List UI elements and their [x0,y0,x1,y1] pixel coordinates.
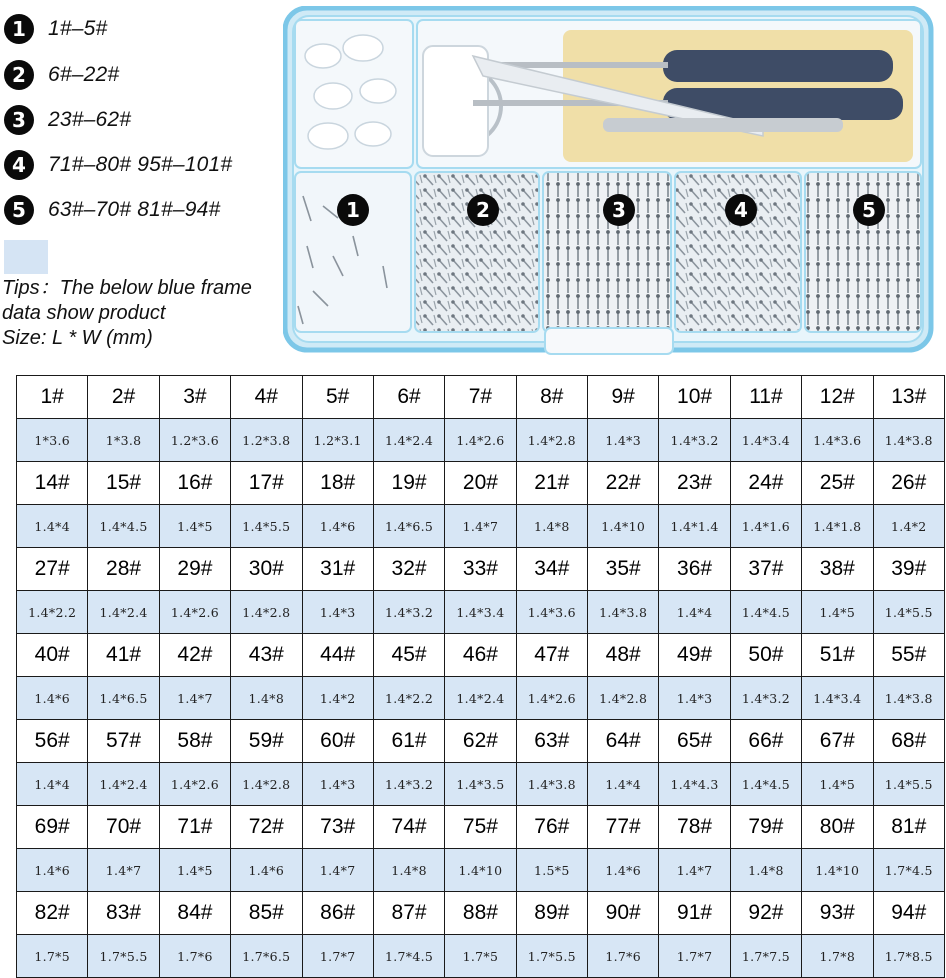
screw-number-cell: 11# [730,376,801,419]
screw-number-cell: 68# [873,720,945,763]
tips-line: data show product [2,302,166,324]
legend-item [4,58,119,92]
screw-number-row [17,462,945,505]
screw-size-cell: 1.4*2.6 [445,419,516,462]
screw-size-cell: 1.7*5 [17,935,88,978]
screw-number-cell: 29# [159,548,230,591]
number-badge: 3 [4,105,34,135]
screw-number-cell: 38# [802,548,873,591]
screw-size-cell: 1.4*8 [231,677,302,720]
blue-swatch [4,240,48,274]
screw-number-cell: 67# [802,720,873,763]
screw-size-cell: 1.4*10 [802,849,873,892]
screw-size-cell: 1.4*2.8 [516,419,587,462]
screw-number-row [17,892,945,935]
screw-size-cell: 1.4*3.2 [373,591,444,634]
screw-size-cell: 1.7*5.5 [88,935,159,978]
legend-item [4,193,220,227]
screw-number-cell: 90# [588,892,659,935]
screw-number-cell: 42# [159,634,230,677]
screw-number-cell: 27# [17,548,88,591]
screw-number-cell: 48# [588,634,659,677]
screw-size-cell: 1.4*2.4 [373,419,444,462]
screw-number-cell: 13# [873,376,945,419]
screw-size-row [17,677,945,720]
screw-number-cell: 64# [588,720,659,763]
screw-number-cell: 94# [873,892,945,935]
screw-number-cell: 66# [730,720,801,763]
screw-number-cell: 88# [445,892,516,935]
screw-number-cell: 16# [159,462,230,505]
screw-size-cell: 1.2*3.1 [302,419,373,462]
screw-number-cell: 36# [659,548,730,591]
screw-size-cell: 1.4*2.2 [17,591,88,634]
screw-number-row [17,720,945,763]
screw-number-cell: 44# [302,634,373,677]
legend-range: 6#–22# [48,63,120,86]
legend-range: 1#–5# [48,17,108,40]
screw-number-cell: 34# [516,548,587,591]
screw-size-cell: 1.4*4.5 [730,591,801,634]
compartment-badge-label: 2 [476,198,490,222]
screw-size-cell: 1.2*3.6 [159,419,230,462]
screw-size-cell: 1.4*2.6 [516,677,587,720]
screw-number-cell: 50# [730,634,801,677]
screw-number-cell: 89# [516,892,587,935]
screw-size-cell: 1.4*5 [159,505,230,548]
legend-range: 63#–70# 81#–94# [48,198,221,221]
screw-size-cell: 1.4*3.2 [659,419,730,462]
screw-number-cell: 91# [659,892,730,935]
legend-item [4,148,232,182]
tips-line: Size: L * W (mm) [2,327,153,349]
screw-size-cell: 1.4*3.8 [873,677,945,720]
screw-size-cell: 1.4*7 [88,849,159,892]
screw-number-cell: 55# [873,634,945,677]
screw-number-cell: 23# [659,462,730,505]
screw-size-cell: 1.4*1.8 [802,505,873,548]
screw-size-cell: 1.4*3 [302,763,373,806]
screw-number-cell: 87# [373,892,444,935]
screw-size-cell: 1.5*5 [516,849,587,892]
screw-size-cell: 1.4*2 [302,677,373,720]
screw-size-cell: 1.4*6.5 [88,677,159,720]
screw-number-cell: 21# [516,462,587,505]
screw-number-cell: 2# [88,376,159,419]
screw-number-cell: 15# [88,462,159,505]
screw-size-cell: 1.4*2 [873,505,945,548]
screw-number-row [17,806,945,849]
screw-size-cell: 1.4*5 [802,763,873,806]
screw-size-cell: 1.2*3.8 [231,419,302,462]
screw-number-cell: 8# [516,376,587,419]
screw-number-cell: 92# [730,892,801,935]
screw-size-cell: 1.4*7 [159,677,230,720]
screw-size-row [17,419,945,462]
screw-size-cell: 1.4*2.4 [88,763,159,806]
screw-size-cell: 1.4*3.8 [873,419,945,462]
screw-size-cell: 1.4*3.6 [516,591,587,634]
screw-number-cell: 12# [802,376,873,419]
screw-size-cell: 1.4*2.4 [445,677,516,720]
screw-size-cell: 1.4*3.6 [802,419,873,462]
screw-number-cell: 60# [302,720,373,763]
screw-size-cell: 1.7*8 [802,935,873,978]
number-badge: 1 [4,14,34,44]
screw-number-cell: 58# [159,720,230,763]
legend [0,0,280,365]
screw-number-cell: 77# [588,806,659,849]
screw-number-cell: 14# [17,462,88,505]
screw-size-row [17,505,945,548]
screw-number-cell: 28# [88,548,159,591]
screw-number-cell: 25# [802,462,873,505]
screw-size-cell: 1.4*2.6 [159,591,230,634]
compartment-3 [543,172,671,332]
screw-size-cell: 1.4*4 [588,763,659,806]
screw-size-cell: 1.4*7 [659,849,730,892]
screw-size-cell: 1.4*7 [445,505,516,548]
screw-number-row [17,376,945,419]
screw-size-cell: 1.4*3.4 [730,419,801,462]
screw-number-cell: 33# [445,548,516,591]
screw-number-cell: 80# [802,806,873,849]
screw-size-cell: 1.4*10 [445,849,516,892]
screw-number-cell: 17# [231,462,302,505]
screw-size-cell: 1.4*8 [516,505,587,548]
screw-size-row [17,849,945,892]
screw-number-cell: 72# [231,806,302,849]
screw-number-cell: 37# [730,548,801,591]
number-badge: 2 [4,60,34,90]
compartment-badge-label: 1 [346,198,360,222]
screw-number-cell: 19# [373,462,444,505]
screw-size-cell: 1.7*7 [302,935,373,978]
screw-size-cell: 1.4*4 [17,505,88,548]
screw-number-cell: 83# [88,892,159,935]
screw-number-cell: 3# [159,376,230,419]
number-badge: 4 [4,150,34,180]
screw-number-cell: 1# [17,376,88,419]
screw-number-cell: 24# [730,462,801,505]
screw-size-cell: 1*3.8 [88,419,159,462]
screw-number-cell: 46# [445,634,516,677]
screw-size-cell: 1.7*5 [445,935,516,978]
screw-number-cell: 47# [516,634,587,677]
screw-number-cell: 5# [302,376,373,419]
screw-number-cell: 43# [231,634,302,677]
screw-number-cell: 75# [445,806,516,849]
screw-size-cell: 1.7*4.5 [373,935,444,978]
screw-size-cell: 1.4*2.4 [88,591,159,634]
screw-size-cell: 1.4*5.5 [873,763,945,806]
screw-number-cell: 63# [516,720,587,763]
screw-kit-box-image [283,6,935,356]
screw-number-cell: 81# [873,806,945,849]
screw-size-cell: 1.4*3.5 [445,763,516,806]
screw-size-cell: 1.4*5 [159,849,230,892]
screw-size-cell: 1.4*2.8 [588,677,659,720]
screw-number-cell: 65# [659,720,730,763]
screw-size-cell: 1.4*8 [730,849,801,892]
screw-size-cell: 1.4*3.4 [802,677,873,720]
screw-size-cell: 1.4*6 [17,677,88,720]
screw-size-cell: 1.7*8.5 [873,935,945,978]
screw-size-row [17,591,945,634]
screw-size-cell: 1.4*4 [17,763,88,806]
screw-number-cell: 73# [302,806,373,849]
screw-number-cell: 79# [730,806,801,849]
compartment-badge-label: 4 [734,198,748,222]
screw-number-cell: 20# [445,462,516,505]
screw-size-cell: 1.7*6.5 [231,935,302,978]
screw-number-cell: 9# [588,376,659,419]
number-badge: 5 [4,195,34,225]
screw-size-cell: 1.4*6 [588,849,659,892]
screw-size-cell: 1.7*5.5 [516,935,587,978]
screw-size-cell: 1.4*2.8 [231,591,302,634]
screw-size-cell: 1.4*6 [17,849,88,892]
screw-number-cell: 85# [231,892,302,935]
screw-number-cell: 56# [17,720,88,763]
screw-size-cell: 1.4*8 [373,849,444,892]
screw-number-cell: 6# [373,376,444,419]
screw-size-cell: 1.7*6 [588,935,659,978]
screw-number-cell: 70# [88,806,159,849]
screw-number-cell: 7# [445,376,516,419]
screw-number-cell: 49# [659,634,730,677]
screw-number-cell: 39# [873,548,945,591]
screw-number-cell: 86# [302,892,373,935]
compartment-badge-label: 3 [612,198,626,222]
screw-size-row [17,763,945,806]
screw-size-cell: 1.4*6 [302,505,373,548]
screw-size-cell: 1.4*3 [302,591,373,634]
screw-number-cell: 41# [88,634,159,677]
screw-size-cell: 1.4*3.4 [445,591,516,634]
screw-number-cell: 4# [231,376,302,419]
screw-number-cell: 93# [802,892,873,935]
screw-number-cell: 26# [873,462,945,505]
screw-size-cell: 1.4*5.5 [873,591,945,634]
compartment-badge-label: 5 [862,198,876,222]
screw-size-cell: 1.4*3.8 [516,763,587,806]
screw-size-cell: 1.4*4.5 [88,505,159,548]
screw-size-cell: 1.7*7 [659,935,730,978]
screw-number-cell: 76# [516,806,587,849]
screw-size-cell: 1.4*2.8 [231,763,302,806]
screw-number-cell: 35# [588,548,659,591]
screw-size-cell: 1.4*6.5 [373,505,444,548]
screw-size-cell: 1.4*4 [659,591,730,634]
screw-number-cell: 10# [659,376,730,419]
screw-size-cell: 1.4*1.6 [730,505,801,548]
screw-size-cell: 1.7*6 [159,935,230,978]
screw-size-cell: 1.4*3.8 [588,591,659,634]
screw-size-row [17,935,945,978]
screw-size-cell: 1.4*3.2 [373,763,444,806]
screw-number-cell: 69# [17,806,88,849]
screw-number-row [17,548,945,591]
screw-size-cell: 1.4*2.6 [159,763,230,806]
tips-line: Tips：The below blue frame [2,277,252,299]
screw-number-cell: 61# [373,720,444,763]
screw-number-cell: 30# [231,548,302,591]
screw-size-cell: 1.4*7 [302,849,373,892]
legend-range: 71#–80# 95#–101# [48,153,233,176]
screw-number-cell: 40# [17,634,88,677]
screw-size-cell: 1.7*4.5 [873,849,945,892]
screw-size-cell: 1.4*6 [231,849,302,892]
screw-size-cell: 1.4*3.2 [730,677,801,720]
screw-number-cell: 22# [588,462,659,505]
screw-number-cell: 71# [159,806,230,849]
screw-size-cell: 1.7*7.5 [730,935,801,978]
tips-note [2,276,282,351]
screw-size-cell: 1.4*1.4 [659,505,730,548]
screw-number-cell: 51# [802,634,873,677]
screw-number-cell: 18# [302,462,373,505]
screw-size-table [16,375,945,978]
screw-size-cell: 1.4*2.2 [373,677,444,720]
screw-size-cell: 1.4*5.5 [231,505,302,548]
legend-item [4,12,107,46]
screw-number-row [17,634,945,677]
screw-number-cell: 82# [17,892,88,935]
screw-number-cell: 57# [88,720,159,763]
screw-number-cell: 45# [373,634,444,677]
screw-number-cell: 62# [445,720,516,763]
screw-size-cell: 1.4*10 [588,505,659,548]
screw-number-cell: 74# [373,806,444,849]
screw-number-cell: 31# [302,548,373,591]
screw-size-cell: 1.4*3 [659,677,730,720]
screw-size-cell: 1.4*5 [802,591,873,634]
screw-number-cell: 84# [159,892,230,935]
screw-size-cell: 1.4*4.3 [659,763,730,806]
screw-size-cell: 1.4*3 [588,419,659,462]
legend-range: 23#–62# [48,108,132,131]
screw-size-cell: 1*3.6 [17,419,88,462]
screw-number-cell: 32# [373,548,444,591]
screw-number-cell: 78# [659,806,730,849]
box-latch [545,328,673,354]
screw-number-cell: 59# [231,720,302,763]
screw-size-cell: 1.4*4.5 [730,763,801,806]
legend-item [4,103,131,137]
